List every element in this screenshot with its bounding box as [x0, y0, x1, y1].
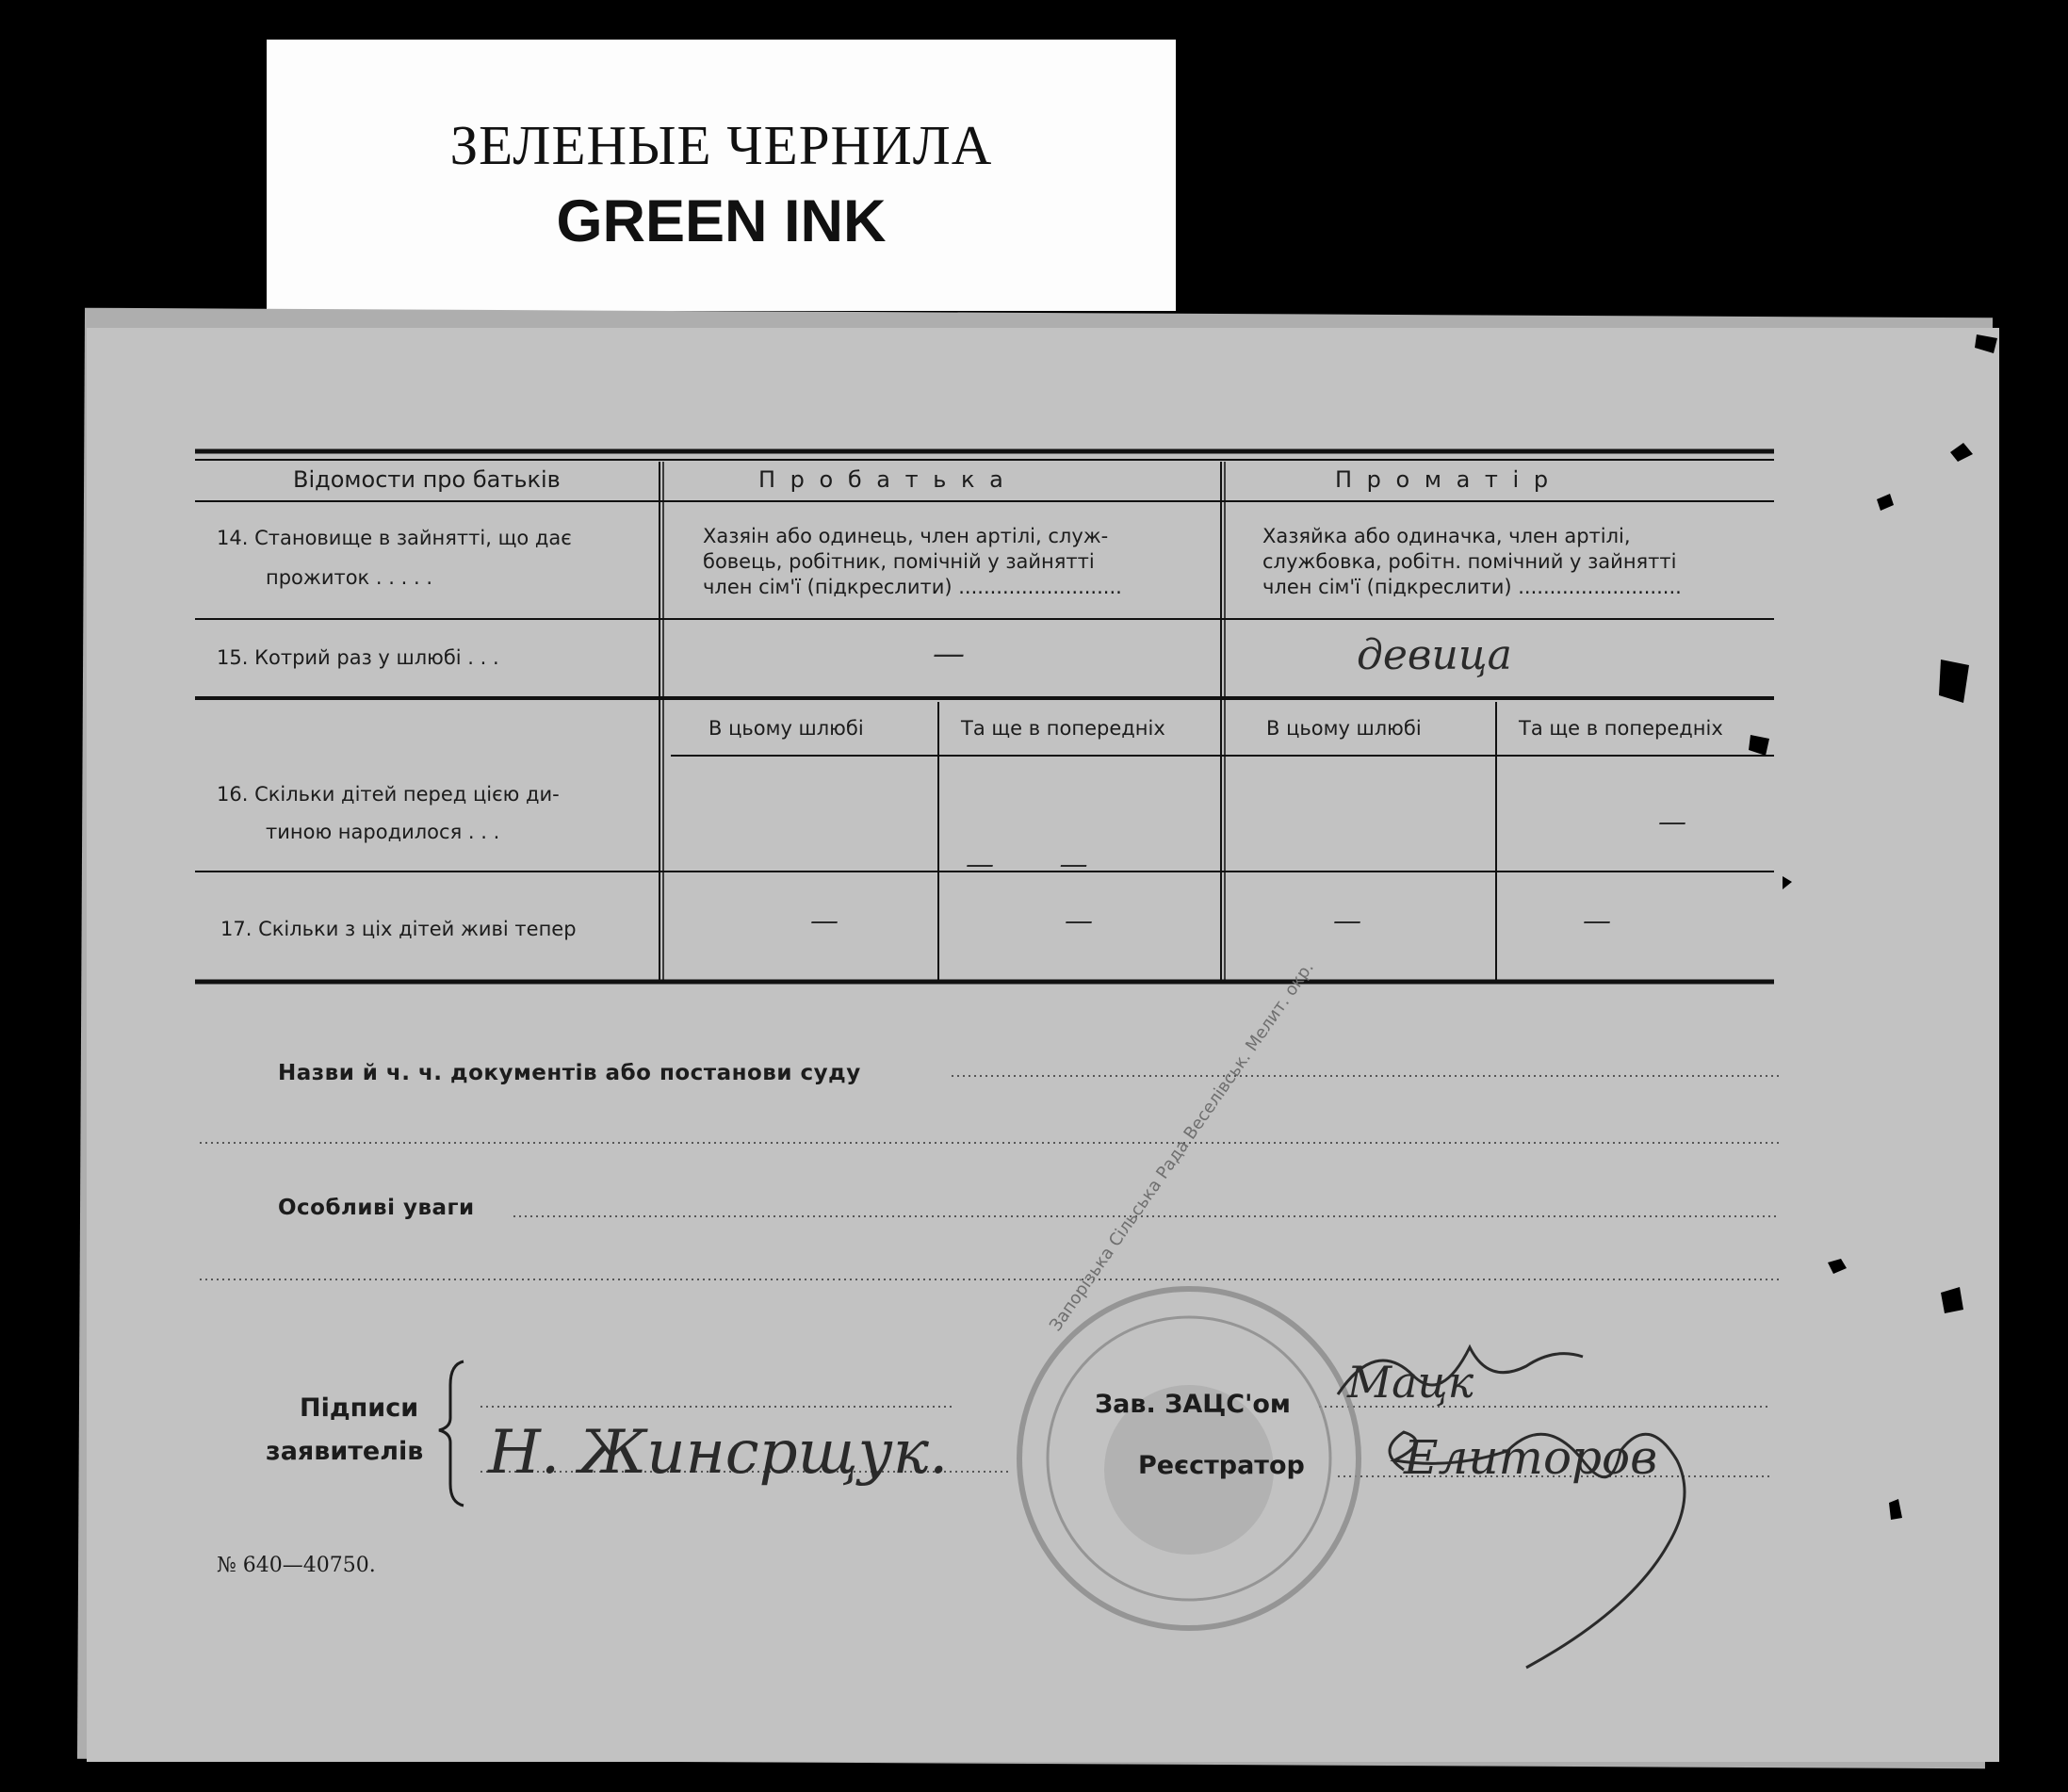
row17-value: — [1333, 904, 1361, 937]
row15-label: 15. Котрий раз у шлюбі . . . [217, 646, 499, 669]
signatures-brace [439, 1361, 464, 1506]
applicants-label-line2: заявителів [266, 1437, 424, 1466]
row14-label-line2: прожиток . . . . . [266, 566, 432, 589]
header-father: П р о б а т ь к а [758, 466, 1007, 493]
tear-mark [1828, 1259, 1847, 1274]
label-english: GREEN INK [556, 188, 887, 254]
row14-mother-line1: Хазяйка або одиначка, член артілі, [1262, 525, 1631, 547]
documents-label: Назви й ч. ч. документів або постанови суду [278, 1061, 861, 1085]
row17-value: — [1583, 904, 1611, 937]
tear-mark [1877, 494, 1894, 511]
tear-mark [1975, 334, 1997, 353]
row14-father-line3: член сім'ї (підкреслити) .......................... [703, 576, 1122, 598]
tear-mark [1889, 1499, 1902, 1520]
tear-mark [1783, 876, 1792, 889]
row17-label: 17. Скільки з ціх дітей живі тепер [220, 918, 577, 940]
row14-label-line1: 14. Становище в зайнятті, що дає [217, 527, 572, 549]
tear-mark [1941, 1287, 1963, 1313]
row16-value: — — [966, 848, 1116, 881]
tear-mark [1950, 443, 1973, 462]
row16-label-line2: тиною народилося . . . [266, 821, 500, 843]
row17-value: — [1065, 904, 1093, 937]
row15-father-value: — [933, 635, 965, 673]
row14-father-line2: бовець, робітник, помічній у зайнятті [703, 550, 1095, 573]
label-russian: ЗЕЛЕНЫЕ ЧЕРНИЛА [449, 114, 993, 176]
row14-mother-line2: службовка, робітн. помічний у зайнятті [1262, 550, 1677, 573]
applicants-label-line1: Підписи [300, 1393, 419, 1423]
row17-value: — [810, 904, 839, 937]
applicant-signature: Н. Жинсрщук. [488, 1418, 949, 1488]
header-mother: П р о м а т і р [1335, 466, 1553, 493]
subheader-father-this: В цьому шлюбі [708, 717, 864, 740]
registrar-label: Реєстратор [1138, 1451, 1305, 1480]
head-signature: Мацк [1347, 1357, 1474, 1408]
tear-mark [1939, 660, 1969, 703]
tear-mark [1749, 735, 1769, 756]
subheader-mother-prev: Та ще в попередніх [1519, 717, 1723, 740]
stamp-text: Запорізька Сільська Рада Веселівськ. Мелит. окр. [1046, 958, 1318, 1336]
row15-mother-value: девица [1357, 631, 1512, 679]
head-label: Зав. ЗАЦС'ом [1095, 1390, 1291, 1419]
row16-label-line1: 16. Скільки дітей перед цією ди- [217, 783, 560, 806]
row14-mother-line3: член сім'ї (підкреслити) .......................... [1262, 576, 1682, 598]
form-number: № 640—40750. [217, 1554, 376, 1577]
registrar-signature: Елиторов [1404, 1430, 1658, 1485]
row14-father-line1: Хазяін або одинець, член артілі, служ- [703, 525, 1109, 547]
header-info: Відомости про батьків [293, 466, 561, 493]
row16-value: — [1658, 806, 1686, 839]
subheader-father-prev: Та ще в попередніх [961, 717, 1165, 740]
notes-label: Особливі уваги [278, 1196, 475, 1220]
subheader-mother-this: В цьому шлюбі [1266, 717, 1422, 740]
